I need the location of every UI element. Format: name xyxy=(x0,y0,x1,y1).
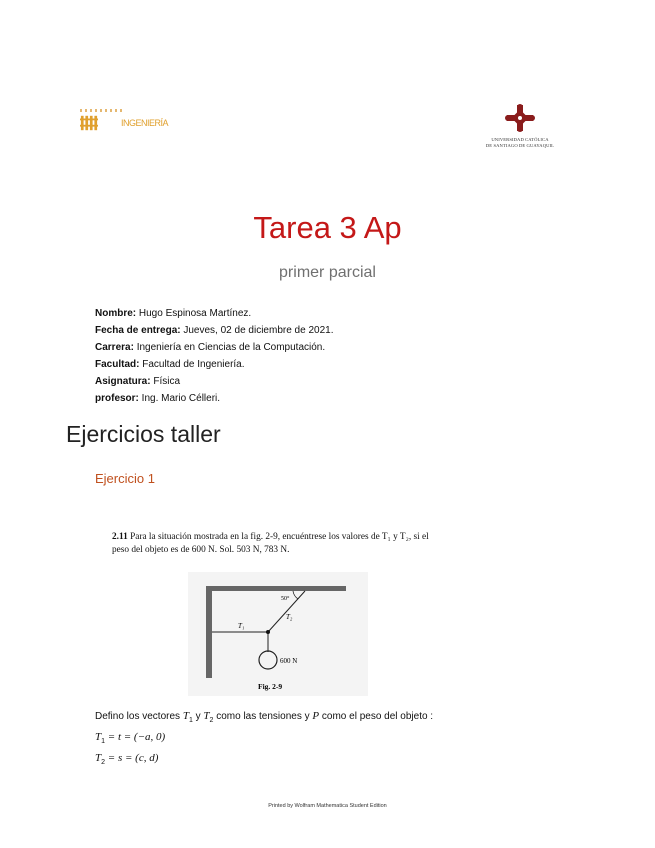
university-name-line-1: UNIVERSIDAD CATÓLICA xyxy=(491,137,549,142)
cross-crest-icon xyxy=(505,104,535,132)
vector-intro xyxy=(95,708,433,729)
university-name-line-2: DE SANTIAGO DE GUAYAQUIL xyxy=(485,143,555,148)
math-sub: 1 xyxy=(101,738,106,745)
engineering-building-icon xyxy=(80,113,98,133)
math-rhs: = s = (c, d) xyxy=(105,752,159,764)
t2-label: T₂ xyxy=(286,613,293,621)
text-run: y xyxy=(192,711,204,722)
info-value: Facultad de Ingeniería. xyxy=(139,359,245,370)
document-title: Tarea 3 Ap xyxy=(253,210,402,245)
info-label: Carrera: xyxy=(95,342,134,353)
problem-number: 2.11 xyxy=(112,532,128,542)
math-t2: T xyxy=(203,710,210,722)
problem-statement xyxy=(112,531,492,557)
equation-t1 xyxy=(95,729,433,750)
exercise-heading: Ejercicio 1 xyxy=(95,471,155,486)
math-t2: T xyxy=(95,752,102,764)
section-heading: Ejercicios taller xyxy=(66,421,221,447)
info-label: Asignatura: xyxy=(95,376,151,387)
university-logo xyxy=(470,104,570,149)
problem-line-1: Para la situación mostrada en la fig. 2-9, encuéntrese los valores de T₁ y T₂, si el xyxy=(127,532,429,542)
info-label: Fecha de entrega: xyxy=(95,325,181,336)
force-diagram xyxy=(188,572,368,696)
info-value: Física xyxy=(150,376,181,387)
vector-definitions xyxy=(95,708,433,771)
math-sub: 2 xyxy=(101,759,106,766)
math-t1: T xyxy=(182,710,189,722)
text-run: como el peso del objeto : xyxy=(319,711,434,722)
info-label: Facultad: xyxy=(95,359,140,370)
info-label: profesor: xyxy=(95,393,139,404)
wall xyxy=(206,586,212,678)
ceiling-beam xyxy=(206,586,346,591)
weight-label: 600 N xyxy=(280,657,298,665)
info-row-date xyxy=(95,322,333,339)
math-rhs: = t = (−a, 0) xyxy=(105,731,166,743)
math-sub: 2 xyxy=(209,717,214,724)
t1-label: T₁ xyxy=(238,622,245,630)
info-value: Jueves, 02 de diciembre de 2021. xyxy=(180,325,334,336)
logo-dots xyxy=(80,109,122,112)
equation-t2 xyxy=(95,750,433,771)
info-value: Ingeniería en Ciencias de la Computación. xyxy=(133,342,326,353)
faculty-wordmark: INGENIERÍA xyxy=(121,118,169,128)
info-row-professor xyxy=(95,390,333,407)
math-p: P xyxy=(312,710,320,722)
knot xyxy=(266,630,270,634)
info-row-name xyxy=(95,305,333,322)
angle-label: 50° xyxy=(281,596,290,602)
text-run: Defino los vectores xyxy=(95,711,183,722)
math-t1: T xyxy=(95,731,102,743)
info-value: Hugo Espinosa Martínez. xyxy=(136,308,252,319)
info-row-faculty xyxy=(95,356,333,373)
info-row-subject xyxy=(95,373,333,390)
faculty-logo xyxy=(80,113,168,133)
page-footer: Printed by Wolfram Mathematica Student Edition xyxy=(268,803,387,809)
student-info xyxy=(95,305,333,407)
info-value: Ing. Mario Célleri. xyxy=(138,393,221,404)
info-row-career xyxy=(95,339,333,356)
document-subtitle: primer parcial xyxy=(279,264,376,281)
info-label: Nombre: xyxy=(95,308,137,319)
figure-caption: Fig. 2-9 xyxy=(258,682,283,691)
text-run: como las tensiones y xyxy=(213,711,313,722)
math-sub: 1 xyxy=(188,717,193,724)
problem-line-2: peso del objeto es de 600 N. Sol. 503 N, 783 N. xyxy=(112,545,290,555)
